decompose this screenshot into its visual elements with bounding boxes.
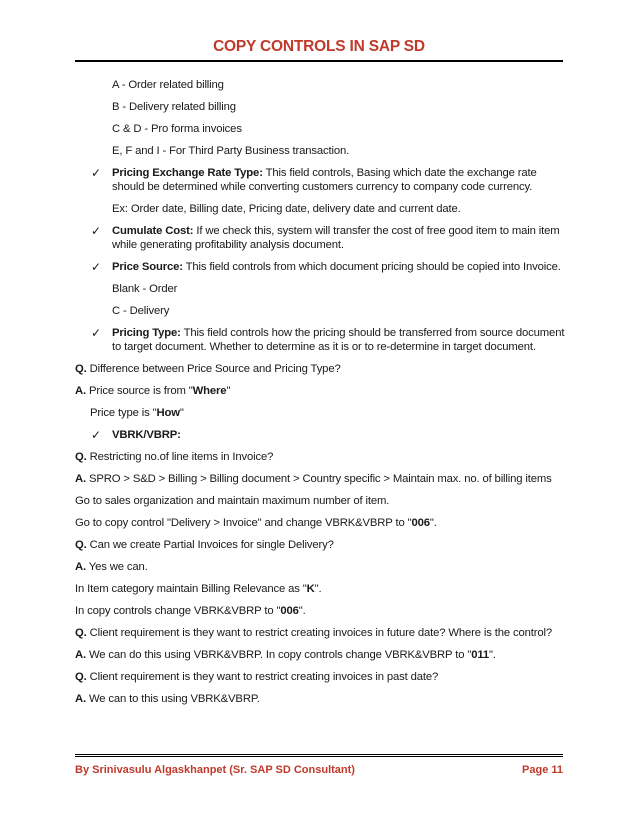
- checkmark-icon: ✓: [91, 326, 101, 340]
- answer-5: [75, 692, 565, 706]
- copy-control-line: [75, 516, 565, 530]
- answer-label: A.: [75, 649, 86, 661]
- price-source-c: C - Delivery: [112, 305, 170, 317]
- question-label: Q.: [75, 363, 87, 375]
- question-text: Can we create Partial Invoices for single Delivery?: [86, 539, 334, 551]
- term: Price Source:: [112, 261, 183, 273]
- bullet-cumulate-cost: [75, 224, 565, 252]
- question-label: Q.: [75, 539, 87, 551]
- term: Pricing Type:: [112, 327, 181, 339]
- answer-2: [75, 472, 565, 486]
- answer-text: We can do this using VBRK&VBRP. In copy controls change VBRK&VBRP to ": [86, 649, 472, 661]
- bullet-price-source: [75, 260, 565, 274]
- line-bold: K: [306, 583, 315, 595]
- question-4: [75, 626, 565, 640]
- description: This field controls how the pricing should be transferred from source document to target document. Whether to determine as it is or to re-determine in target document.: [112, 327, 565, 353]
- bullet-pricing-type: [75, 326, 565, 354]
- footer-author: By Srinivasulu Algaskhanpet (Sr. SAP SD Consultant): [75, 764, 355, 776]
- answer-label: A.: [75, 385, 86, 397]
- answer-bold: How: [156, 407, 180, 419]
- example-line: Ex: Order date, Billing date, Pricing date, delivery date and current date.: [112, 203, 461, 215]
- answer-1: [75, 384, 565, 398]
- answer-text: SPRO > S&D > Billing > Billing document > Country specific > Maintain max. no. of billing items: [86, 473, 552, 485]
- answer-3: [75, 560, 565, 574]
- description: If we check this, system will transfer the cost of free good item to main item while generating profitability analysis document.: [112, 225, 560, 251]
- price-source-blank: Blank - Order: [112, 283, 178, 295]
- question-text: Client requirement is they want to restrict creating invoices in future date? Where is the control?: [86, 627, 552, 639]
- billing-type-cd: C & D - Pro forma invoices: [112, 123, 242, 135]
- answer-label: A.: [75, 473, 86, 485]
- answer-text: Yes we can.: [86, 561, 148, 573]
- page-number: Page 11: [522, 764, 563, 776]
- question-label: Q.: [75, 451, 87, 463]
- answer-1b: [75, 406, 565, 420]
- question-text: Restricting no.of line items in Invoice?: [86, 451, 274, 463]
- question-5: [75, 670, 565, 684]
- checkmark-icon: ✓: [91, 260, 101, 274]
- item-category-line: [75, 582, 565, 596]
- page-title: COPY CONTROLS IN SAP SD: [213, 38, 425, 55]
- description: This field controls, Basing which date the exchange rate should be determined while converting customers currency to company code currency.: [112, 167, 537, 193]
- copy-controls-line: [75, 604, 565, 618]
- document-body: [75, 78, 565, 714]
- answer-end: ": [226, 385, 231, 397]
- answer-text: We can to this using VBRK&VBRP.: [86, 693, 260, 705]
- answer-bold: Where: [192, 385, 227, 397]
- term: Cumulate Cost:: [112, 225, 194, 237]
- line-end: ".: [298, 605, 306, 617]
- line-bold: 006: [411, 517, 430, 529]
- line-text: Go to copy control "Delivery > Invoice" and change VBRK&VBRP to ": [75, 517, 412, 529]
- line-end: ".: [314, 583, 322, 595]
- line-text: In Item category maintain Billing Relevance as ": [75, 583, 307, 595]
- checkmark-icon: ✓: [91, 428, 101, 442]
- bullet-pricing-exchange-rate: [75, 166, 565, 194]
- billing-type-efi: E, F and I - For Third Party Business transaction.: [112, 145, 350, 157]
- billing-type-a: A - Order related billing: [112, 79, 224, 91]
- answer-label: A.: [75, 561, 86, 573]
- question-label: Q.: [75, 627, 87, 639]
- term: Pricing Exchange Rate Type:: [112, 167, 263, 179]
- question-text: Difference between Price Source and Pricing Type?: [86, 363, 341, 375]
- question-3: [75, 538, 565, 552]
- checkmark-icon: ✓: [91, 224, 101, 238]
- answer-end: ".: [488, 649, 496, 661]
- answer-end: ": [179, 407, 184, 419]
- header-rule: [75, 60, 563, 62]
- line-text: In copy controls change VBRK&VBRP to ": [75, 605, 281, 617]
- answer-text: Price type is ": [90, 407, 157, 419]
- line-bold: 006: [280, 605, 299, 617]
- question-1: [75, 362, 565, 376]
- answer-label: A.: [75, 693, 86, 705]
- line-end: ".: [429, 517, 437, 529]
- answer-4: [75, 648, 565, 662]
- term: VBRK/VBRP:: [112, 429, 181, 441]
- question-text: Client requirement is they want to restrict creating invoices in past date?: [86, 671, 439, 683]
- footer-rule: [75, 754, 563, 757]
- checkmark-icon: ✓: [91, 166, 101, 180]
- question-2: [75, 450, 565, 464]
- answer-text: Price source is from ": [86, 385, 193, 397]
- answer-bold: 011: [471, 649, 489, 661]
- description: This field controls from which document pricing should be copied into Invoice.: [182, 261, 561, 273]
- bullet-vbrk-vbrp: [75, 428, 565, 442]
- billing-type-b: B - Delivery related billing: [112, 101, 236, 113]
- question-label: Q.: [75, 671, 87, 683]
- sales-org-line: Go to sales organization and maintain maximum number of item.: [75, 495, 390, 507]
